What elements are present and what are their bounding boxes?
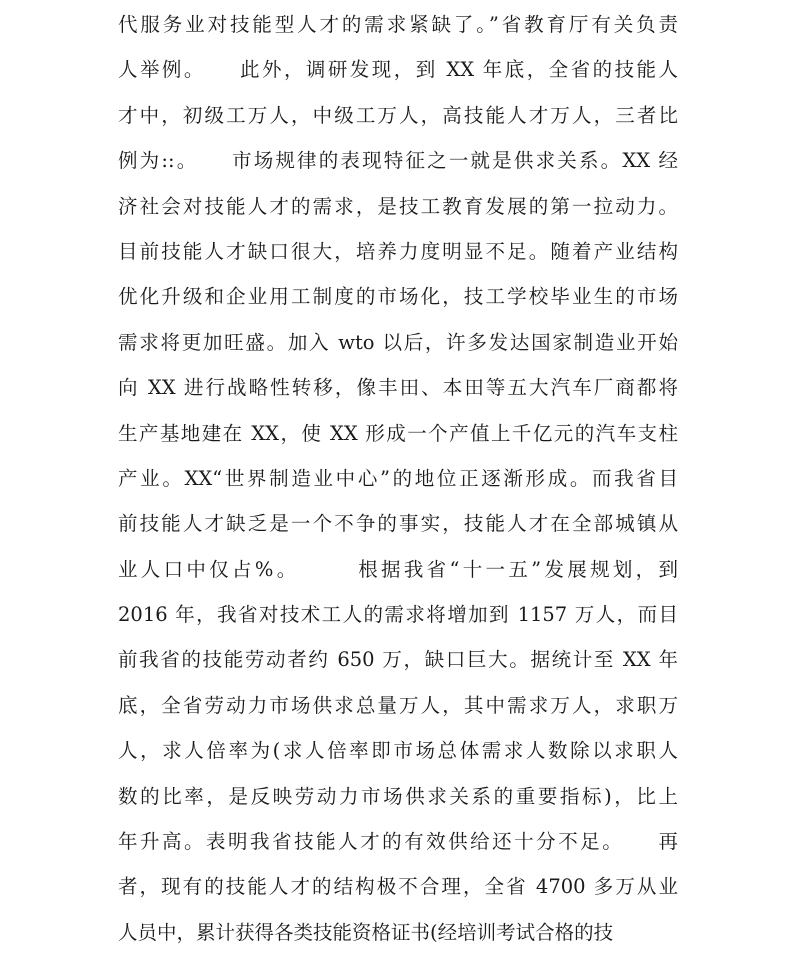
text-line: 向 XX 进行战略性转移，像丰田、本田等五大汽车厂商都将 — [118, 376, 678, 400]
text-line: 济社会对技能人才的需求，是技工教育发展的第一拉动力。 — [118, 194, 678, 218]
text-line: 底，全省劳动力市场供求总量万人，其中需求万人，求职万 — [118, 693, 678, 717]
text-line: 前我省的技能劳动者约 650 万，缺口巨大。据统计至 XX 年 — [118, 648, 678, 672]
text-line: 2016 年，我省对技术工人的需求将增加到 1157 万人，而目 — [118, 603, 678, 627]
text-line: 人举例。 此外，调研发现，到 XX 年底，全省的技能人 — [118, 58, 678, 82]
text-line: 优化升级和企业用工制度的市场化，技工学校毕业生的市场 — [118, 285, 678, 309]
text-line: 业人口中仅占%。 根据我省“十一五”发展规划，到 — [118, 557, 678, 581]
text-line: 人员中，累计获得各类技能资格证书(经培训考试合格的技 — [118, 920, 614, 944]
text-line: 例为::。 市场规律的表现特征之一就是供求关系。XX 经 — [118, 149, 678, 173]
text-line: 代服务业对技能型人才的需求紧缺了。”省教育厅有关负责 — [118, 13, 678, 36]
text-line: 人，求人倍率为(求人倍率即市场总体需求人数除以求职人 — [118, 739, 678, 763]
body-text — [118, 2, 678, 955]
text-line: 数的比率，是反映劳动力市场供求关系的重要指标)，比上 — [118, 784, 678, 808]
text-line: 目前技能人才缺口很大，培养力度明显不足。随着产业结构 — [118, 239, 678, 263]
text-line: 前技能人才缺乏是一个不争的事实，技能人才在全部城镇从 — [118, 512, 678, 536]
text-line: 需求将更加旺盛。加入 wto 以后，许多发达国家制造业开始 — [118, 330, 678, 354]
text-line: 产业。XX“世界制造业中心”的地位正逐渐形成。而我省目 — [118, 466, 678, 490]
text-line: 年升高。表明我省技能人才的有效供给还十分不足。 再 — [118, 830, 678, 854]
text-line: 者，现有的技能人才的结构极不合理，全省 4700 多万从业 — [118, 875, 678, 899]
text-line: 生产基地建在 XX，使 XX 形成一个产值上千亿元的汽车支柱 — [118, 421, 678, 445]
text-line: 才中，初级工万人，中级工万人，高技能人才万人，三者比 — [118, 103, 678, 127]
